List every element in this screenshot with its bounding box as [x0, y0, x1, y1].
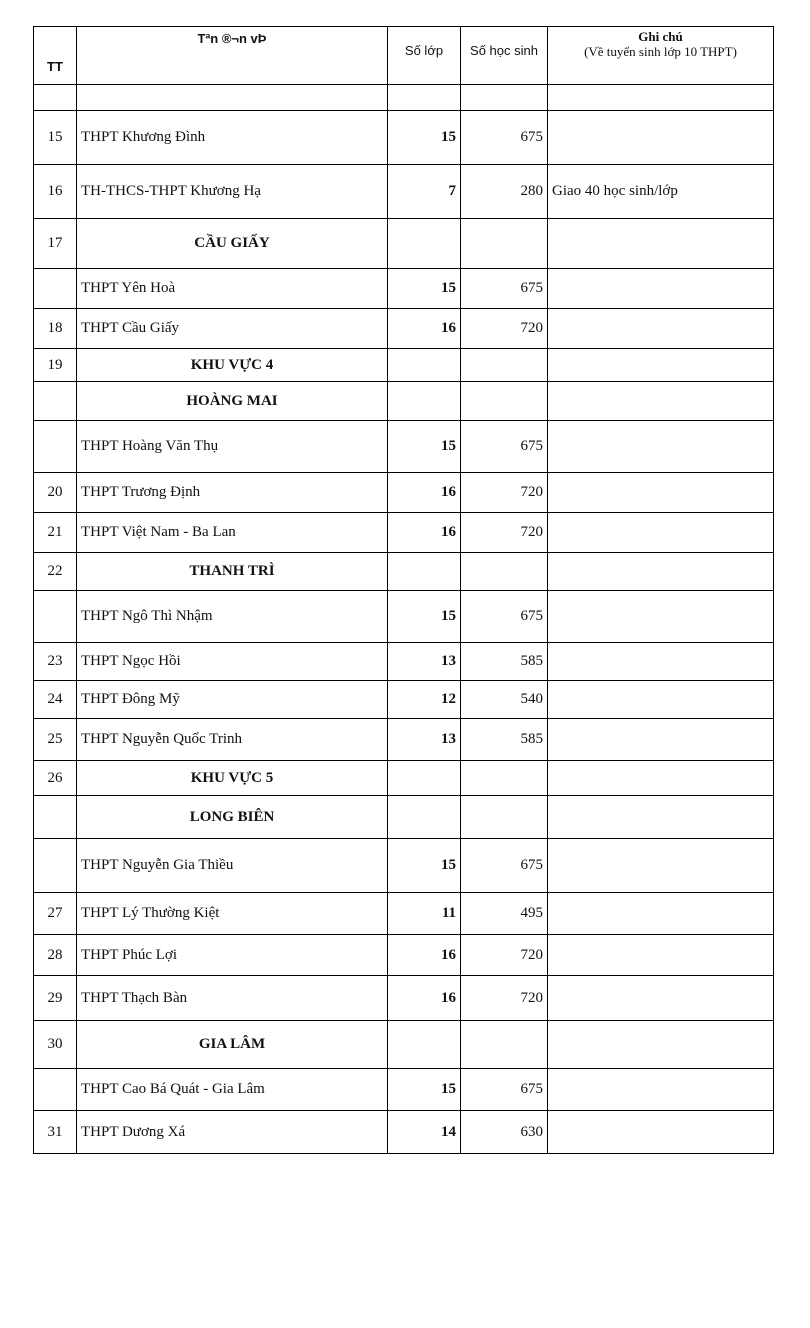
school-name: THPT Thạch Bàn	[77, 976, 388, 1021]
so-lop: 15	[388, 269, 461, 309]
school-name: THPT Cầu Giấy	[77, 309, 388, 349]
school-name: THPT Phúc Lợi	[77, 935, 388, 976]
row-tt: 15	[34, 111, 77, 165]
so-lop: 16	[388, 513, 461, 553]
table-row	[34, 1069, 774, 1111]
so-lop: 7	[388, 165, 461, 219]
ghi-chu	[548, 1021, 774, 1069]
ghi-chu	[548, 513, 774, 553]
so-lop: 15	[388, 421, 461, 473]
so-lop: 15	[388, 1069, 461, 1111]
so-hoc-sinh: 675	[461, 111, 548, 165]
so-lop	[388, 382, 461, 421]
table-row	[34, 976, 774, 1021]
group-row	[34, 349, 774, 382]
so-hoc-sinh: 675	[461, 269, 548, 309]
table-row	[34, 719, 774, 761]
header-so-hoc-sinh: Số học sinh	[461, 27, 548, 85]
so-hoc-sinh	[461, 553, 548, 591]
so-hoc-sinh	[461, 1021, 548, 1069]
so-hoc-sinh: 585	[461, 643, 548, 681]
group-row	[34, 219, 774, 269]
table-row	[34, 1111, 774, 1154]
so-hoc-sinh: 675	[461, 591, 548, 643]
table-row	[34, 513, 774, 553]
ghi-chu	[548, 349, 774, 382]
ghi-chu	[548, 719, 774, 761]
row-tt: 23	[34, 643, 77, 681]
row-tt: 19	[34, 349, 77, 382]
header-name: Tªn ®¬n vÞ	[77, 27, 388, 85]
row-tt: 21	[34, 513, 77, 553]
ghi-chu	[548, 761, 774, 796]
so-lop: 16	[388, 976, 461, 1021]
so-lop	[388, 349, 461, 382]
so-lop: 15	[388, 591, 461, 643]
so-lop	[388, 553, 461, 591]
school-name: THPT Hoàng Văn Thụ	[77, 421, 388, 473]
table-row	[34, 935, 774, 976]
so-lop	[388, 85, 461, 111]
ghi-chu	[548, 553, 774, 591]
so-lop: 12	[388, 681, 461, 719]
table-row	[34, 309, 774, 349]
row-tt: 24	[34, 681, 77, 719]
ghi-chu	[548, 1111, 774, 1154]
table-row	[34, 85, 774, 111]
ghi-chu	[548, 839, 774, 893]
row-tt: 16	[34, 165, 77, 219]
ghi-chu	[548, 1069, 774, 1111]
so-hoc-sinh: 540	[461, 681, 548, 719]
so-lop: 15	[388, 111, 461, 165]
group-name: LONG BIÊN	[77, 796, 388, 839]
ghi-chu	[548, 893, 774, 935]
so-lop: 16	[388, 935, 461, 976]
so-lop	[388, 219, 461, 269]
row-tt: 29	[34, 976, 77, 1021]
so-hoc-sinh	[461, 85, 548, 111]
so-hoc-sinh	[461, 382, 548, 421]
school-name: THPT Việt Nam - Ba Lan	[77, 513, 388, 553]
row-tt: 27	[34, 893, 77, 935]
school-name: TH-THCS-THPT Khương Hạ	[77, 165, 388, 219]
ghi-chu	[548, 111, 774, 165]
table-row	[34, 643, 774, 681]
header-tt: TT	[34, 27, 77, 85]
group-row	[34, 796, 774, 839]
school-name: THPT Yên Hoà	[77, 269, 388, 309]
row-tt	[34, 1069, 77, 1111]
group-row	[34, 1021, 774, 1069]
school-name: THPT Khương Đình	[77, 111, 388, 165]
school-name: THPT Trương Định	[77, 473, 388, 513]
ghi-chu	[548, 976, 774, 1021]
ghi-chu	[548, 643, 774, 681]
so-hoc-sinh: 630	[461, 1111, 548, 1154]
table-row	[34, 681, 774, 719]
group-name: KHU VỰC 5	[77, 761, 388, 796]
school-name: THPT Ngô Thì Nhậm	[77, 591, 388, 643]
row-tt: 26	[34, 761, 77, 796]
group-name: KHU VỰC 4	[77, 349, 388, 382]
school-name	[77, 85, 388, 111]
row-tt	[34, 421, 77, 473]
ghi-chu	[548, 591, 774, 643]
so-hoc-sinh: 585	[461, 719, 548, 761]
row-tt	[34, 85, 77, 111]
table-body	[34, 27, 774, 1154]
so-hoc-sinh: 720	[461, 935, 548, 976]
header-so-lop: Số lớp	[388, 27, 461, 85]
row-tt	[34, 269, 77, 309]
header-ghi-chu	[548, 27, 774, 85]
row-tt: 22	[34, 553, 77, 591]
school-name: THPT Lý Thường Kiệt	[77, 893, 388, 935]
so-hoc-sinh: 720	[461, 513, 548, 553]
row-tt	[34, 382, 77, 421]
row-tt	[34, 591, 77, 643]
so-lop	[388, 1021, 461, 1069]
header-ghi-chu-title: Ghi chú	[638, 29, 683, 44]
row-tt	[34, 839, 77, 893]
school-name: THPT Ngọc Hồi	[77, 643, 388, 681]
so-hoc-sinh: 675	[461, 839, 548, 893]
ghi-chu	[548, 269, 774, 309]
so-lop: 11	[388, 893, 461, 935]
so-hoc-sinh: 720	[461, 976, 548, 1021]
school-name: THPT Dương Xá	[77, 1111, 388, 1154]
row-tt: 28	[34, 935, 77, 976]
so-hoc-sinh	[461, 349, 548, 382]
group-name: GIA LÂM	[77, 1021, 388, 1069]
school-name: THPT Nguyễn Gia Thiều	[77, 839, 388, 893]
so-lop: 13	[388, 643, 461, 681]
table-row	[34, 473, 774, 513]
header-row	[34, 27, 774, 85]
ghi-chu	[548, 796, 774, 839]
ghi-chu	[548, 382, 774, 421]
so-lop	[388, 761, 461, 796]
row-tt: 20	[34, 473, 77, 513]
group-row	[34, 553, 774, 591]
ghi-chu	[548, 473, 774, 513]
group-row	[34, 382, 774, 421]
ghi-chu	[548, 219, 774, 269]
row-tt: 17	[34, 219, 77, 269]
so-lop: 13	[388, 719, 461, 761]
so-hoc-sinh: 675	[461, 421, 548, 473]
ghi-chu	[548, 421, 774, 473]
so-lop: 15	[388, 839, 461, 893]
so-hoc-sinh: 675	[461, 1069, 548, 1111]
so-hoc-sinh: 495	[461, 893, 548, 935]
row-tt: 18	[34, 309, 77, 349]
so-hoc-sinh: 720	[461, 473, 548, 513]
school-quota-table	[33, 26, 774, 1154]
so-hoc-sinh: 280	[461, 165, 548, 219]
ghi-chu	[548, 85, 774, 111]
school-name: THPT Cao Bá Quát - Gia Lâm	[77, 1069, 388, 1111]
so-hoc-sinh: 720	[461, 309, 548, 349]
ghi-chu	[548, 309, 774, 349]
table-row	[34, 269, 774, 309]
row-tt: 30	[34, 1021, 77, 1069]
row-tt: 25	[34, 719, 77, 761]
table-row	[34, 165, 774, 219]
so-lop: 16	[388, 309, 461, 349]
row-tt: 31	[34, 1111, 77, 1154]
so-lop: 14	[388, 1111, 461, 1154]
ghi-chu: Giao 40 học sinh/lớp	[548, 165, 774, 219]
so-lop	[388, 796, 461, 839]
group-name: THANH TRÌ	[77, 553, 388, 591]
table-row	[34, 893, 774, 935]
so-lop: 16	[388, 473, 461, 513]
so-hoc-sinh	[461, 761, 548, 796]
table-row	[34, 839, 774, 893]
row-tt	[34, 796, 77, 839]
header-ghi-chu-sub: (Về tuyển sinh lớp 10 THPT)	[584, 44, 737, 59]
table-row	[34, 591, 774, 643]
group-name: HOÀNG MAI	[77, 382, 388, 421]
so-hoc-sinh	[461, 219, 548, 269]
group-name: CẦU GIẤY	[77, 219, 388, 269]
ghi-chu	[548, 935, 774, 976]
school-name: THPT Nguyễn Quốc Trinh	[77, 719, 388, 761]
so-hoc-sinh	[461, 796, 548, 839]
group-row	[34, 761, 774, 796]
school-name: THPT Đông Mỹ	[77, 681, 388, 719]
table-row	[34, 111, 774, 165]
table-row	[34, 421, 774, 473]
ghi-chu	[548, 681, 774, 719]
